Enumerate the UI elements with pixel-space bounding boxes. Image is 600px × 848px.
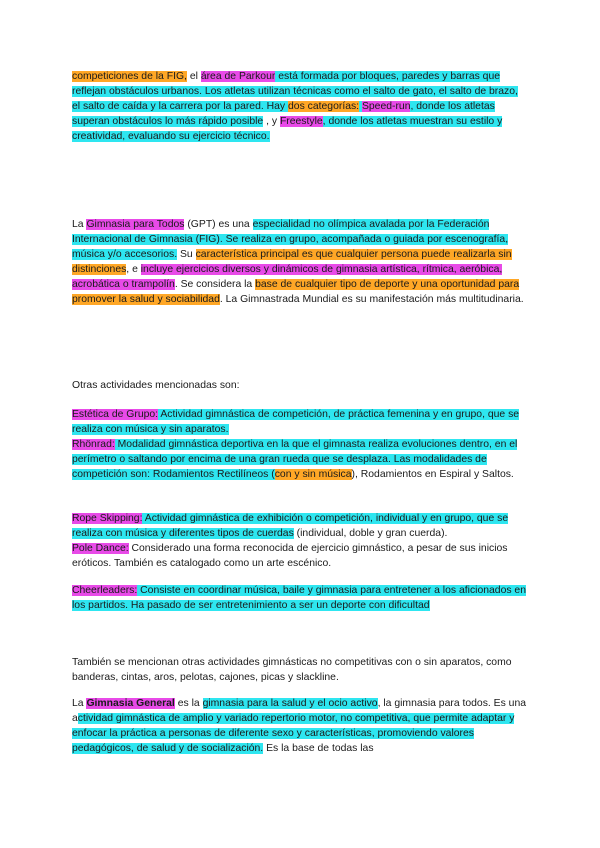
highlighted-run: Gimnasia General xyxy=(86,698,175,709)
text-run: (individual, doble y gran cuerda). xyxy=(293,527,448,539)
text-run: La xyxy=(72,698,87,709)
highlighted-run: Modalidad gimnástica deportiva en la que el gimnasta realiza evoluciones dentro, en el perímetro o saltando por encima de una gran rueda que se desplaza. Las modalidades de competición son: Rodamientos Rectilíneos ( xyxy=(72,438,518,480)
text-run: es la xyxy=(174,698,203,709)
text-run: Es la base de todas las xyxy=(263,742,374,754)
highlighted-run: con y sin música xyxy=(274,468,352,480)
highlighted-run: , donde los atletas superan obstáculos lo más rápido posible xyxy=(72,100,495,127)
highlighted-run: gimnasia para la salud y el ocio activo xyxy=(202,698,378,709)
paragraph-estetica-rhonrad xyxy=(72,408,528,483)
text-run: Considerado una forma reconocida de ejercicio gimnástico, a pesar de sus inicios eróticos. También es catalogado como un arte escénico. xyxy=(72,542,508,569)
text-run: , e xyxy=(126,263,141,275)
highlighted-run: ctividad gimnástica de amplio y variado repertorio motor, no competitiva, que permite adaptar y enfocar la práctica a personas de diferente sexo y características, promoviendo valores pedagógicos, de salud y de socialización. xyxy=(72,712,515,754)
paragraph-rope-pole xyxy=(72,512,528,572)
paragraph-cheerleaders xyxy=(72,584,528,614)
text-run: ), Rodamientos en Espiral y Saltos. xyxy=(351,468,514,480)
highlighted-run: , donde los atletas muestran su estilo y creatividad, evaluando su ejercicio técnico. xyxy=(72,115,503,142)
highlighted-run: Actividad gimnástica de exhibición o competición, individual y en grupo, que se realiza con música y diferentes tipos de cuerdas xyxy=(72,513,509,539)
highlighted-run: está formada por bloques, paredes y barras que reflejan obstáculos urbanos. Los atletas utilizan técnicas como el salto de gato, el salto de brazo, el salto de caída y la carrera por la pared. Hay xyxy=(72,71,518,112)
paragraph-otras-actividades: Otras actividades mencionadas son: xyxy=(72,380,240,391)
highlighted-run: Consiste en coordinar música, baile y gimnasia para entretener a los aficionados en los partidos. Ha pasado de ser entretenimiento a ser un deporte con dificultad xyxy=(72,585,526,611)
text-run: , y xyxy=(263,115,280,127)
paragraph-gimnasia-general xyxy=(72,697,528,757)
highlighted-run: Actividad gimnástica de competición, de práctica femenina y en grupo, que se realiza con música y sin aparatos. xyxy=(72,409,520,435)
text-run: , la gimnasia para todos. Es una a xyxy=(72,698,527,724)
text-run: (GPT) es una xyxy=(184,219,253,230)
paragraph-parkour xyxy=(72,70,528,145)
highlighted-run: característica principal es que cualquier persona puede realizarla sin distinciones xyxy=(72,248,512,275)
highlighted-run: Rope Skipping: xyxy=(72,513,143,524)
highlighted-run: Gimnasia para Todos xyxy=(86,219,185,230)
highlighted-run: competiciones de la FIG, xyxy=(72,71,187,82)
text-run: . Se considera la xyxy=(174,278,256,290)
highlighted-run: incluye ejercicios diversos y dinámicos de gimnasia artística, rítmica, aeróbica, acrobática o trampolín xyxy=(72,263,503,290)
highlighted-run: Pole Dance: xyxy=(72,542,129,554)
text-run: . La Gimnastrada Mundial es su manifestación más multitudinaria. xyxy=(219,293,524,305)
text-run: Su xyxy=(177,248,196,260)
highlighted-run: Speed-run xyxy=(361,100,411,112)
paragraph-no-competitivas: También se mencionan otras actividades gimnásticas no competitivas con o sin aparatos, como banderas, cintas, aros, pelotas, cajones, picas y slackline. xyxy=(72,657,512,683)
highlighted-run: base de cualquier tipo de deporte y una oportunidad para promover la salud y sociabilidad xyxy=(72,278,520,305)
highlighted-run: dos categorías: xyxy=(288,100,360,112)
text-run: el xyxy=(186,71,201,82)
highlighted-run: Freestyle xyxy=(279,115,323,127)
highlighted-run: especialidad no olímpica avalada por la Federación Internacional de Gimnasia (FIG). Se realiza en grupo, acompañada o guiada por escenografía, música y/o accesorios. xyxy=(72,219,509,260)
highlighted-run: área de Parkour xyxy=(200,71,276,82)
paragraph-gimnasia-para-todos xyxy=(72,218,528,307)
highlighted-run: Estética de Grupo: xyxy=(72,409,159,420)
highlighted-run: Cheerleaders: xyxy=(72,585,138,596)
highlighted-run: Rhönrad: xyxy=(72,438,115,450)
text-run: La xyxy=(72,219,87,230)
